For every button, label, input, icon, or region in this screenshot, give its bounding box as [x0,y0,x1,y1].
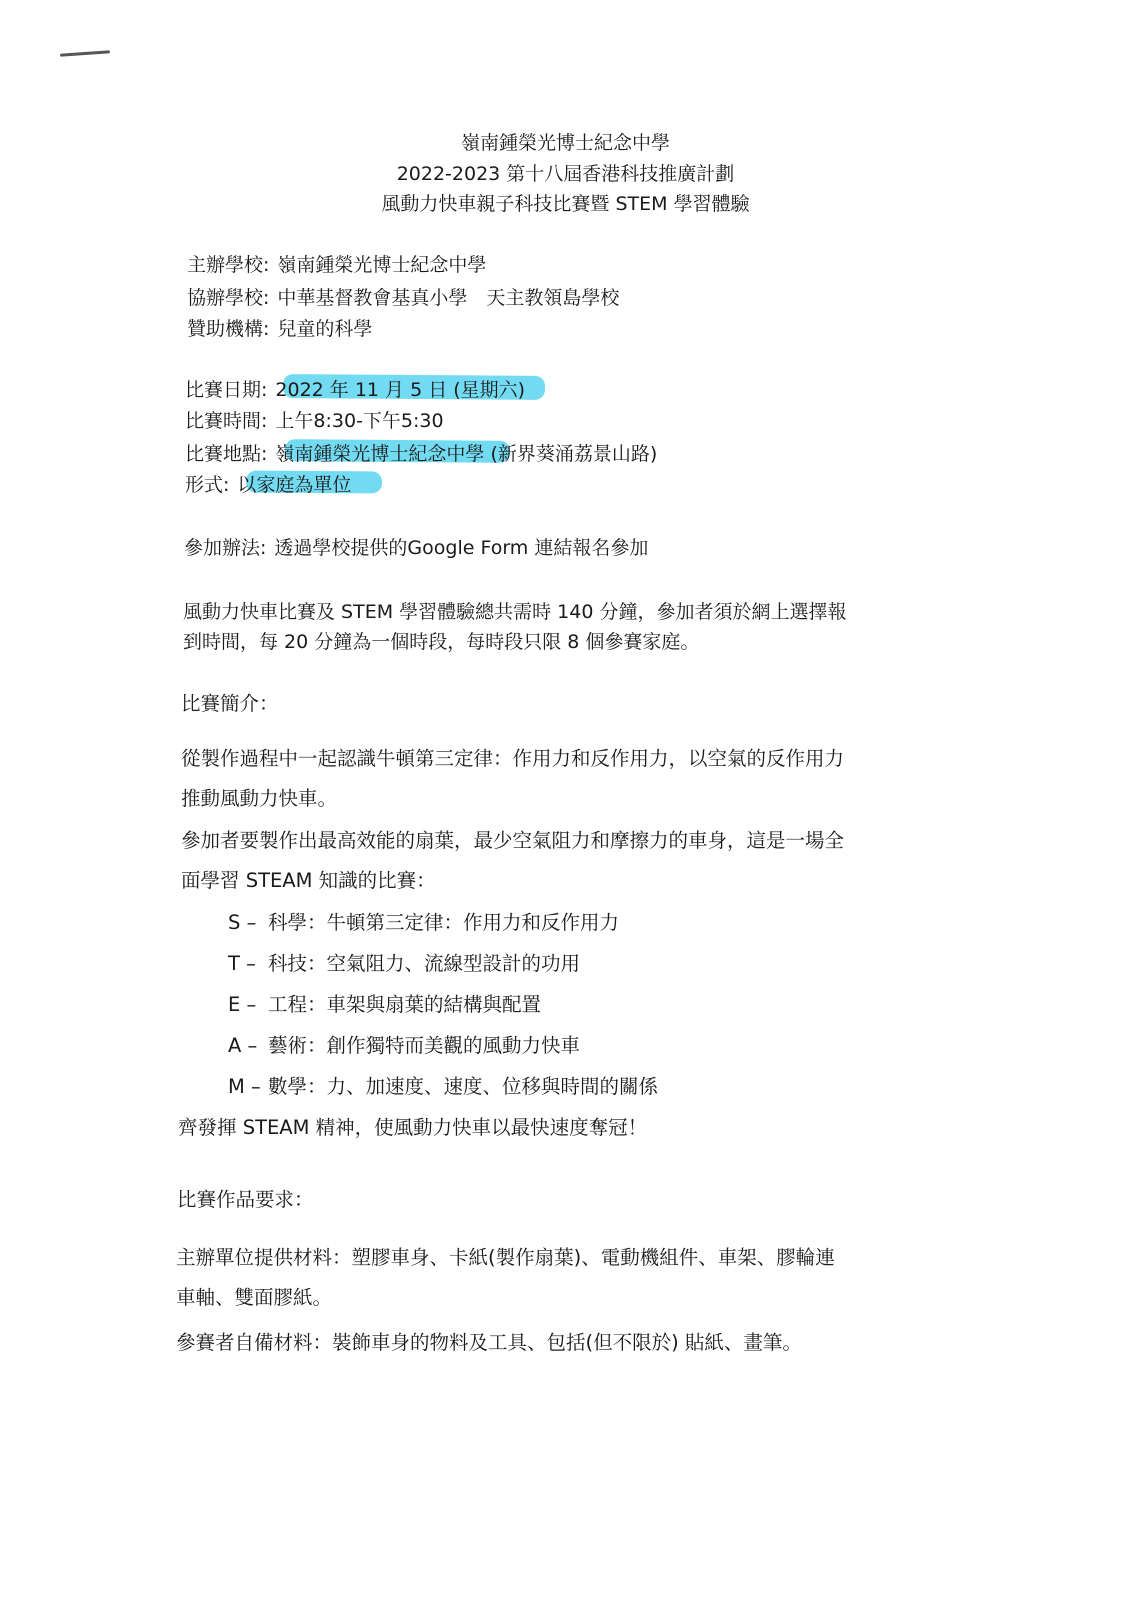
venue-row [185,439,657,466]
venue-label: 比賽地點: [185,443,268,465]
steam-item-s [228,907,619,935]
school-title: 嶺南鍾榮光博士紀念中學 [460,132,670,154]
sponsor-row [187,314,372,341]
time-value: 上午8:30-下午5:30 [275,410,444,432]
sponsor-label: 贊助機構: [187,318,270,340]
scan-mark [60,50,110,56]
steam-letter: E – [228,993,257,1016]
program-title: 2022-2023 第十八屆香港科技推廣計劃 [396,163,735,185]
steam-item-a [228,1030,580,1058]
intro-p1-line-1: 從製作過程中一起認識牛頓第三定律：作用力和反作用力，以空氣的反作用力 [181,747,845,770]
steam-letter: S – [228,911,257,934]
requirements-heading: 比賽作品要求： [177,1188,314,1211]
registration-value: 透過學校提供的Google Form 連結報名參加 [274,537,649,559]
registration-row [184,533,648,560]
intro-p2-line-1: 參加者要製作出最高效能的扇葉，最少空氣阻力和摩擦力的車身，這是一場全 [181,829,845,852]
co-organizer-label: 協辦學校: [187,287,270,309]
steam-letter: T – [228,952,256,975]
format-label: 形式: [185,474,230,496]
date-row [185,375,525,402]
steam-letter: A – [228,1034,258,1057]
time-row [185,406,444,433]
format-value: 以家庭為單位 [237,474,352,496]
steam-item-m [228,1071,658,1099]
co-organizer-value: 中華基督教會基真小學 天主教領島學校 [277,287,620,309]
steam-text: 藝術：創作獨特而美觀的風動力快車 [268,1034,581,1057]
steam-text: 科技：空氣阻力、流線型設計的功用 [268,952,581,975]
duration-line-2: 到時間，每 20 分鐘為一個時段，每時段只限 8 個參賽家庭。 [183,631,700,653]
time-label: 比賽時間: [185,410,268,432]
date-label: 比賽日期: [185,379,268,401]
steam-text: 工程：車架與扇葉的結構與配置 [268,993,542,1016]
date-value: 2022 年 11 月 5 日 (星期六) [275,379,526,401]
intro-heading: 比賽簡介： [181,692,279,715]
steam-text: 數學：力、加速度、速度、位移與時間的關係 [268,1075,659,1098]
intro-closing: 齊發揮 STEAM 精神，使風動力快車以最快速度奪冠！ [178,1116,648,1139]
organizer-label: 主辦學校: [187,254,270,276]
intro-p1-line-2: 推動風動力快車。 [181,787,338,810]
steam-text: 科學：牛頓第三定律：作用力和反作用力 [268,911,620,934]
co-organizer-row [187,283,619,310]
steam-letter: M – [228,1075,261,1098]
steam-item-e [228,989,541,1017]
duration-line-1: 風動力快車比賽及 STEM 學習體驗總共需時 140 分鐘，參加者須於網上選擇報 [183,601,847,623]
provided-line-1: 主辦單位提供材料：塑膠車身、卡紙(製作扇葉)、電動機組件、車架、膠輪連 [176,1246,835,1269]
organizer-row [187,250,486,277]
sponsor-value: 兒童的科學 [277,318,373,340]
steam-item-t [228,948,580,976]
organizer-value: 嶺南鍾榮光博士紀念中學 [277,254,487,276]
format-row [185,470,351,497]
venue-value: 嶺南鍾榮光博士紀念中學 (新界葵涌荔景山路) [275,443,658,465]
intro-p2-line-2: 面學習 STEAM 知識的比賽： [181,869,436,892]
event-title: 風動力快車親子科技比賽暨 STEM 學習體驗 [381,193,750,215]
self-prepared-line: 參賽者自備材料：裝飾車身的物料及工具、包括(但不限於) 貼紙、畫筆。 [176,1331,802,1354]
provided-line-2: 車軸、雙面膠紙。 [176,1286,333,1309]
registration-label: 參加辦法: [184,537,267,559]
